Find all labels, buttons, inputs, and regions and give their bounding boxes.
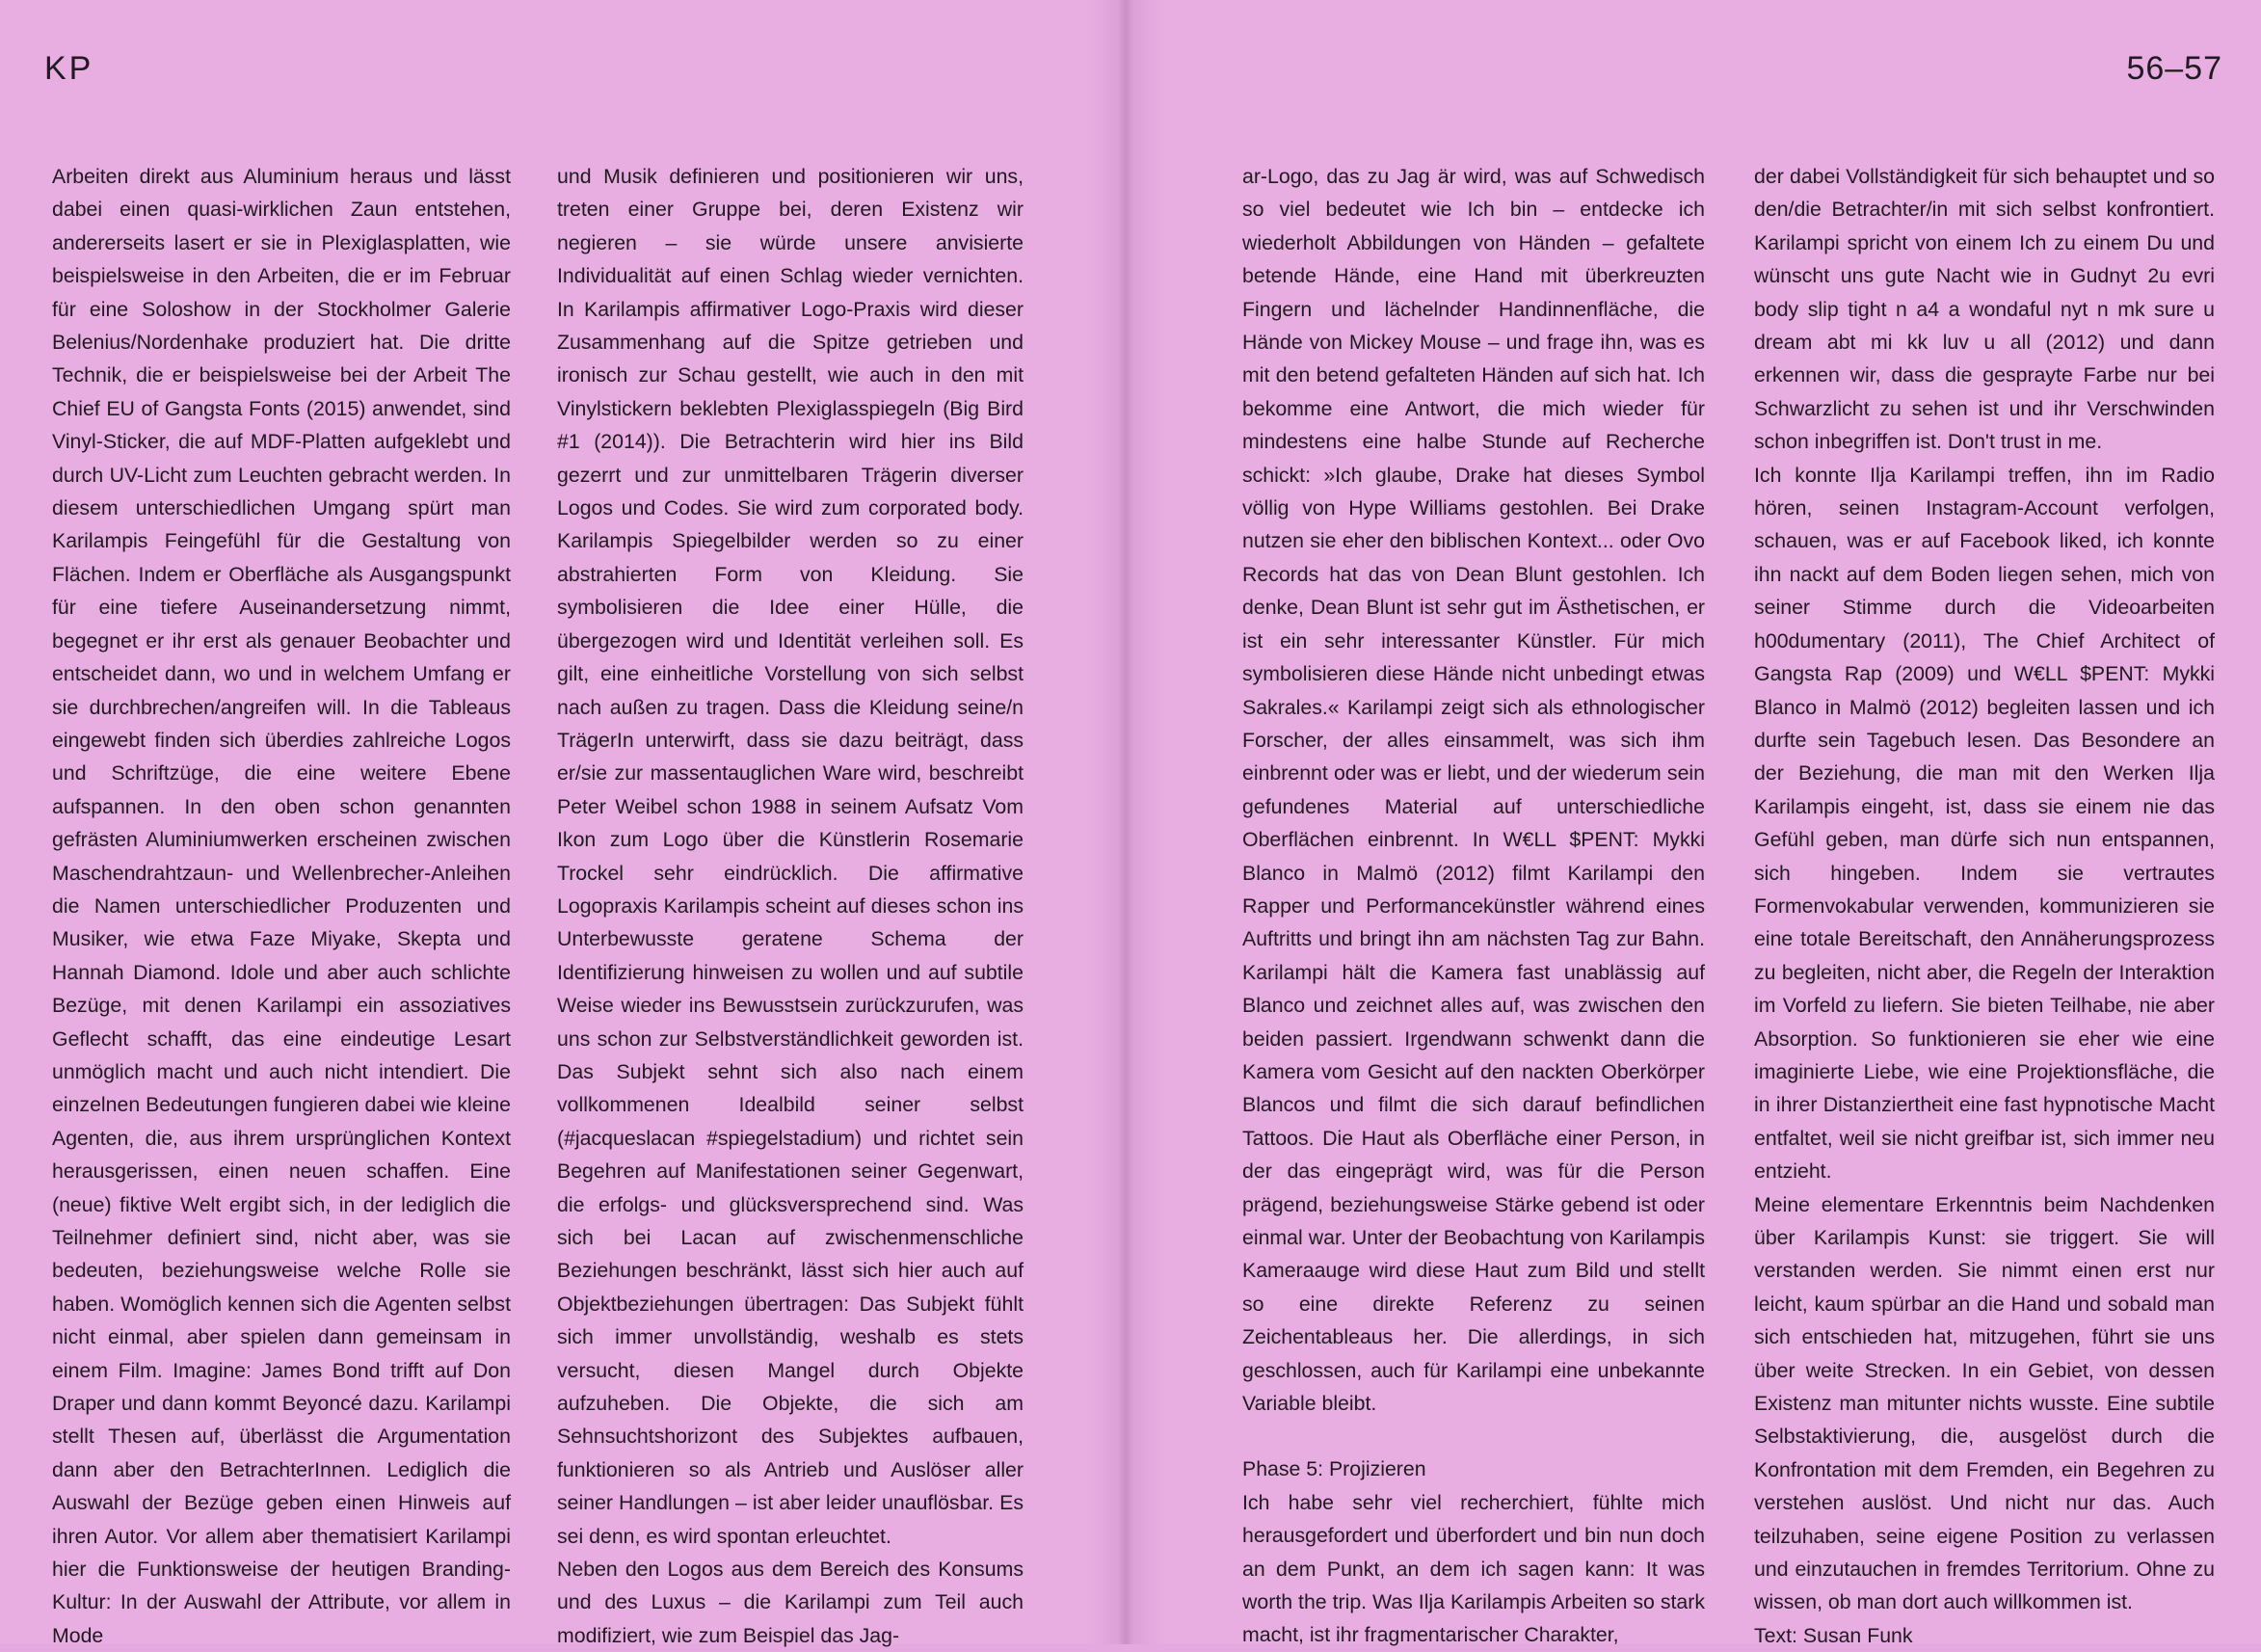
- paragraph: Ich konnte Ilja Karilampi treffen, ihn im Radio hören, seinen Instagram-Account verfolgen, schauen, was er auf Facebook liked, ich konnte ihn nackt auf dem Boden liegen sehen, mich von seiner Stimme durch die Videoarbeiten h00dumentary (2011), The Chief Architect of Gangsta Rap (2009) und W€LL $PENT: Mykki Blanco in Malmö (2012) begleiten lassen und ich durfte sein Tagebuch lesen. Das Besondere an der Beziehung, die man mit den Werken Ilja Karilampis eingeht, ist, dass sie einem nie das Gefühl geben, man dürfe sich nun entspannen, sich hingeben. Indem sie vertrautes Formenvokabular verwenden, kommunizieren sie eine totale Bereitschaft, den Annäherungsprozess zu begleiten, nicht aber, die Regeln der Interaktion im Vorfeld zu liefern. Sie bieten Teilhabe, nie aber Absorption. So funktionieren sie eher wie eine imaginierte Liebe, wie eine Projektionsfläche, die in ihrer Distanziertheit eine fast hypnotische Macht entfaltet, weil sie nicht greifbar ist, sich immer neu entzieht.: [1754, 463, 2215, 1184]
- text-column-1: [52, 160, 511, 1652]
- running-head-initials: KP: [44, 50, 94, 87]
- paragraph: Ich habe sehr viel recherchiert, fühlte mich herausgefordert und überfordert und bin nun doch an dem Punkt, an dem ich sagen kann: It was worth the trip. Was Ilja Karilampis Arbeiten so stark macht, ist ihr fragmentarischer Charakter,: [1242, 1490, 1705, 1647]
- paragraph-spacer: [1242, 1420, 1705, 1452]
- paragraph: der dabei Vollständigkeit für sich behauptet und so den/die Betrachter/in mit sich selbst konfrontiert. Karilampi spricht von einem Ich zu einem Du und wünscht uns gute Nacht wie in Gudnyt 2u evri body slip tight n a4 a wondaful nyt n mk sure u dream abt mi kk luv u all (2012) und dann erkennen wir, dass die gesprayte Farbe nur bei Schwarzlicht zu sehen ist und ihr Verschwinden schon inbegriffen ist. Don't trust in me.: [1754, 165, 2215, 454]
- page-numbers: 56–57: [2126, 50, 2222, 87]
- paragraph: Neben den Logos aus dem Bereich des Konsums und des Luxus – die Karilampi zum Teil auch modifiziert, wie zum Beispiel das Jag-: [557, 1558, 1024, 1647]
- author-credit: Text: Susan Funk: [1754, 1623, 1913, 1647]
- text-column-3: [1242, 160, 1705, 1652]
- paragraph: ar-Logo, das zu Jag är wird, was auf Schwedisch so viel bedeutet wie Ich bin – entdecke ich wiederholt Abbildungen von Händen – gefaltete betende Hände, eine Hand mit überkreuzten Fingern und lächelnder Handinnenfläche, die Hände von Mickey Mouse – und frage ihn, was es mit den betend gefalteten Händen auf sich hat. Ich bekomme eine Antwort, die mich wieder für mindestens eine halbe Stunde auf Recherche schickt: »Ich glaube, Drake hat dieses Symbol völlig von Hype Williams gestohlen. Bei Drake nutzen sie eher den biblischen Kontext... oder Ovo Records hat das von Dean Blunt gestohlen. Ich denke, Dean Blunt ist sehr gut im Ästhetischen, er ist ein sehr interessanter Künstler. Für mich symbolisieren diese Hände nicht unbedingt etwas Sakrales.« Karilampi zeigt sich als ethnologischer Forscher, der alles einsammelt, was sich ihm einbrennt oder was er liebt, und der wiederum sein gefundenes Material auf unterschiedliche Oberflächen einbrennt. In W€LL $PENT: Mykki Blanco in Malmö (2012) filmt Karilampi den Rapper und Performancekünstler während eines Auftritts und bringt ihn am nächsten Tag zur Bahn. Karilampi hält die Kamera fast unablässig auf Blanco und zeichnet alles auf, was zwischen den beiden passiert. Irgendwann schwenkt dann die Kamera vom Gesicht auf den nackten Oberkörper Blancos und filmt die sich darauf befindlichen Tattoos. Die Haut als Oberfläche einer Person, in der das eingeprägt wird, was für die Person prägend, beziehungsweise Stärke gebend ist oder einmal war. Unter der Beobachtung von Karilampis Kameraauge wird diese Haut zum Bild und stellt so eine direkte Referenz zu seinen Zeichentableaus her. Die allerdings, in sich geschlossen, auch für Karilampi eine unbekannte Variable bleibt.: [1242, 165, 1705, 1416]
- paragraph: Meine elementare Erkenntnis beim Nachdenken über Karilampis Kunst: sie triggert. Sie will verstanden werden. Sie nimmt einen erst nur leicht, kaum spürbar an die Hand und sobald man sich entschieden hat, mitzugehen, führt sie uns über weite Strecken. In ein Gebiet, von dessen Existenz man mitunter nichts wusste. Eine subtile Selbstaktivierung, die, ausgelöst durch die Konfrontation mit dem Fremden, ein Begehren zu verstehen auslöst. Und nicht nur das. Auch teilzuhaben, seine eigene Position zu verlassen und einzutauchen in fremdes Territorium. Ohne zu wissen, ob man dort auch willkommen ist.: [1754, 1192, 2215, 1614]
- page-gutter: [1087, 0, 1164, 1644]
- text-column-2: [557, 160, 1024, 1652]
- text-column-4: [1754, 160, 2215, 1652]
- paragraph: Arbeiten direkt aus Aluminium heraus und lässt dabei einen quasi-wirklichen Zaun entstehen, andererseits lasert er sie in Plexiglasplatten, wie beispielsweise in den Arbeiten, die er im Februar für eine Soloshow in der Stockholmer Galerie Belenius/Nordenhake produziert hat. Die dritte Technik, die er beispielsweise bei der Arbeit The Chief EU of Gangsta Fonts (2015) anwendet, sind Vinyl-Sticker, die auf MDF-Platten aufgeklebt und durch UV-Licht zum Leuchten gebracht werden. In diesem unterschiedlichen Umgang spürt man Karilampis Feingefühl für die Gestaltung von Flächen. Indem er Oberfläche als Ausgangspunkt für eine tiefere Auseinandersetzung nimmt, begegnet er ihr erst als genauer Beobachter und entscheidet dann, wo und in welchem Umfang er sie durchbrechen/angreifen will. In die Tableaus eingewebt finden sich überdies zahlreiche Logos und Schriftzüge, die eine weitere Ebene aufspannen. In den oben schon genannten gefrästen Aluminiumwerken erscheinen zwischen Maschendrahtzaun- und Wellenbrecher-Anleihen die Namen unterschiedlicher Produzenten und Musiker, wie etwa Faze Miyake, Skepta und Hannah Diamond. Idole und aber auch schlichte Bezüge, mit denen Karilampi ein assoziatives Geflecht schafft, das eine eindeutige Lesart unmöglich macht und auch nicht intendiert. Die einzelnen Bedeutungen fungieren dabei wie kleine Agenten, die, aus ihrem ursprünglichen Kontext herausgerissen, einen neuen schaffen. Eine (neue) fiktive Welt ergibt sich, in der lediglich die Teilnehmer definiert sind, nicht aber, was sie bedeuten, beziehungsweise welche Rolle sie haben. Womöglich kennen sich die Agenten selbst nicht einmal, aber spielen dann gemeinsam in einem Film. Imagine: James Bond trifft auf Don Draper und dann kommt Beyoncé dazu. Karilampi stellt Thesen auf, überlässt die Argumentation dann aber den BetrachterInnen. Lediglich die Auswahl der Bezüge geben einen Hinweis auf ihren Autor. Vor allem aber thematisiert Karilampi hier die Funktionsweise der heutigen Branding-Kultur: In der Auswahl der Attribute, vor allem in Mode: [52, 165, 511, 1647]
- paragraph: und Musik definieren und positionieren wir uns, treten einer Gruppe bei, deren Existenz wir negieren – sie würde unsere anvisierte Individualität auf einen Schlag wieder vernichten. In Karilampis affirmativer Logo-Praxis wird dieser Zusammenhang auf die Spitze getrieben und ironisch zur Schau gestellt, wie auch in den mit Vinylstickern beklebten Plexiglasspiegeln (Big Bird #1 (2014)). Die Betrachterin wird hier ins Bild gezerrt und zur unmittelbaren Trägerin diverser Logos und Codes. Sie wird zum corporated body. Karilampis Spiegelbilder werden so zu einer abstrahierten Form von Kleidung. Sie symbolisieren die Idee einer Hülle, die übergezogen wird und Identität verleihen soll. Es gilt, eine einheitliche Vorstellung von sich selbst nach außen zu tragen. Dass die Kleidung seine/n TrägerIn unterwirft, dass sie dazu beiträgt, dass er/sie zur massentauglichen Ware wird, beschreibt Peter Weibel schon 1988 in seinem Aufsatz Vom Ikon zum Logo über die Künstlerin Rosemarie Trockel sehr eindrücklich. Die affirmative Logopraxis Karilampis scheint auf dieses schon ins Unterbewusste geratene Schema der Identifizierung hinweisen zu wollen und auf subtile Weise wieder ins Bewusstsein zurückzurufen, was uns schon zur Selbstverständlichkeit geworden ist. Das Subjekt sehnt sich also nach einem vollkommenen Idealbild seiner selbst (#jacqueslacan #spiegelstadium) und richtet sein Begehren auf Manifestationen seiner Gegenwart, die erfolgs- und glücksversprechend sind. Was sich bei Lacan auf zwischenmenschliche Beziehungen beschränkt, lässt sich hier auch auf Objektbeziehungen übertragen: Das Subjekt fühlt sich immer unvollständig, weshalb es stets versucht, diesen Mangel durch Objekte aufzuheben. Die Objekte, die sich am Sehnsuchtshorizont des Subjektes aufbauen, funktionieren so als Antrieb und Auslöser aller seiner Handlungen – ist aber leider unauflösbar. Es sei denn, es wird spontan erleuchtet.: [557, 165, 1024, 1548]
- section-heading: Phase 5: Projizieren: [1242, 1457, 1426, 1481]
